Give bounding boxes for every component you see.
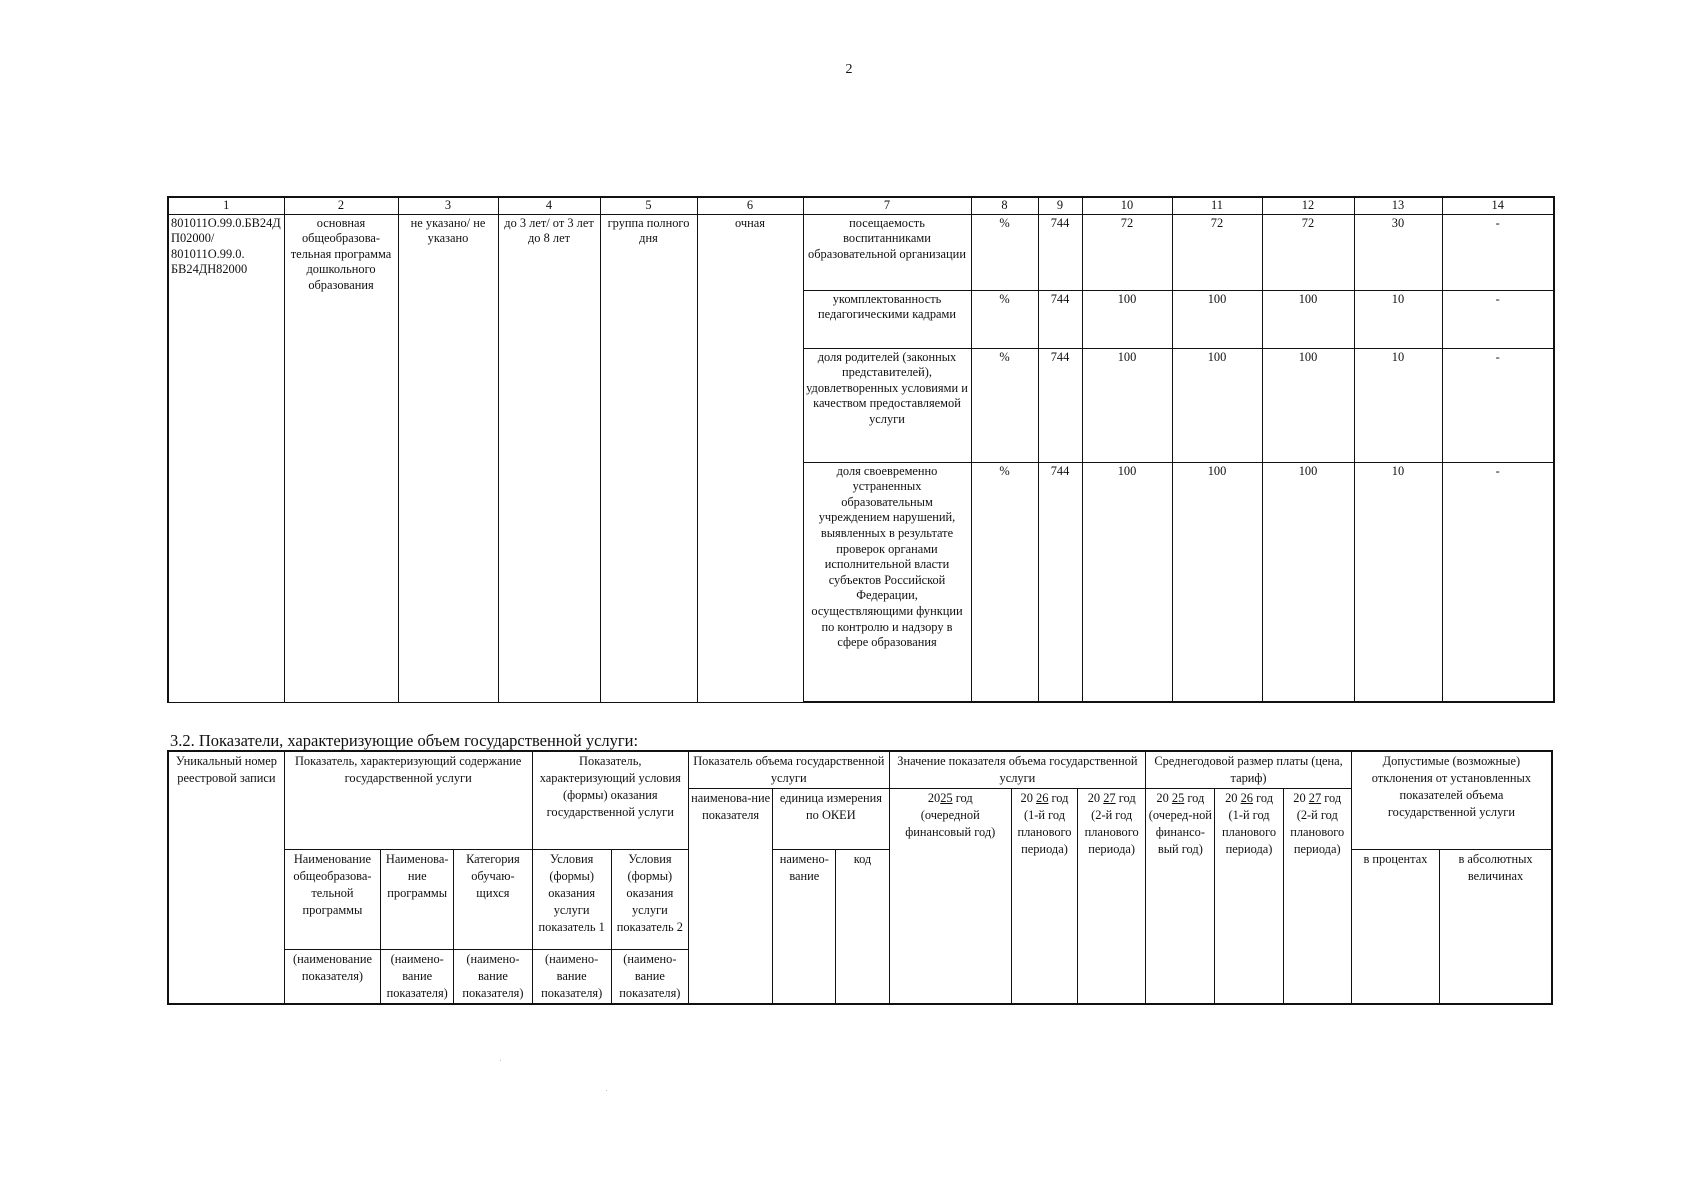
value-cell: 100 (1082, 348, 1172, 462)
year-prefix: 20 (1156, 791, 1169, 805)
year-prefix: 20 (1293, 791, 1306, 805)
header-fee-year-3 (1283, 789, 1351, 1005)
col-number: 14 (1442, 197, 1554, 214)
header-deviation: Допустимые (возможные) отклонения от установленных показателей объема государственной услуги (1351, 751, 1552, 850)
year-note: (2-й год планового периода) (1290, 808, 1345, 856)
deviation-absolute-cell: - (1442, 214, 1554, 290)
col-number: 6 (697, 197, 803, 214)
indicator-name-cell: укомплектованность педагогическими кадрами (803, 290, 971, 348)
year-prefix: 20 (1225, 791, 1238, 805)
header-content-indicator: Показатель, характеризующий содержание государственной услуги (284, 751, 532, 850)
header-condition-1: Условия (формы) оказания услуги показатель 1 (532, 850, 611, 950)
header-deviation-absolute: в абсолютных величинах (1440, 850, 1552, 1005)
header-program-name: Наименование общеобразова-тельной программы (284, 850, 380, 950)
header-condition-2: Условия (формы) оказания услуги показатель 2 (611, 850, 688, 950)
header-volume-value: Значение показателя объема государственной услуги (889, 751, 1146, 789)
registry-number-cell: 801011О.99.0.БВ24ДП02000/ 801011О.99.0. БВ24ДН82000 (168, 214, 284, 702)
year-value: 27 (1308, 791, 1322, 805)
year-note: (2-й год планового периода) (1084, 808, 1139, 856)
year-prefix: 20 (1020, 791, 1033, 805)
year-value: 26 (1036, 791, 1049, 805)
scan-speck (500, 1060, 501, 1061)
col-number: 4 (498, 197, 600, 214)
col-number: 5 (600, 197, 697, 214)
header-fee-year-2 (1215, 789, 1283, 1005)
value-cell: 72 (1262, 214, 1354, 290)
content-indicator-cell: не указано/ не указано (398, 214, 498, 702)
header-indicator-name: наименова-ние показателя (688, 789, 772, 1005)
form-cell: очная (697, 214, 803, 702)
header-okei-unit: единица измерения по ОКЕИ (773, 789, 889, 850)
deviation-absolute-cell: - (1442, 290, 1554, 348)
program-type-cell: основная общеобразова-тельная программа дошкольного образования (284, 214, 398, 702)
col-number: 8 (971, 197, 1038, 214)
col-number: 10 (1082, 197, 1172, 214)
header-unit-code: код (836, 850, 889, 1005)
value-cell: 72 (1082, 214, 1172, 290)
indicator-name-placeholder: (наимено-вание показателя) (454, 950, 532, 1005)
value-cell: 100 (1082, 290, 1172, 348)
header-program: Наименова-ние программы (381, 850, 454, 950)
value-cell: 100 (1262, 290, 1354, 348)
deviation-percent-cell: 10 (1354, 462, 1442, 702)
year-note: (очеред-ной финансо-вый год) (1148, 808, 1212, 856)
header-registry: Уникальный номер реестровой записи (168, 751, 284, 1004)
value-cell: 100 (1262, 348, 1354, 462)
deviation-absolute-cell: - (1442, 462, 1554, 702)
year-prefix: 20 (1087, 791, 1101, 805)
page-number: 2 (845, 62, 853, 77)
section-title: 3.2. Показатели, характеризующие объем государственной услуги: (170, 731, 639, 750)
indicator-name-cell: доля родителей (законных представителей), удовлетворенных условиями и качеством предоставляемой услуги (803, 348, 971, 462)
header-conditions-indicator: Показатель, характеризующий условия (формы) оказания государственной услуги (532, 751, 688, 850)
year-value: 25 (1171, 791, 1185, 805)
year-word: год (1051, 791, 1069, 805)
okei-cell: 744 (1038, 214, 1082, 290)
year-value: 27 (1103, 791, 1116, 805)
value-cell: 100 (1172, 290, 1262, 348)
group-type-cell: группа полного дня (600, 214, 697, 702)
value-cell: 100 (1172, 462, 1262, 702)
indicator-name-placeholder: (наимено-вание показателя) (611, 950, 688, 1005)
header-unit-name: наимено-вание (773, 850, 836, 1005)
deviation-percent-cell: 30 (1354, 214, 1442, 290)
col-number: 13 (1354, 197, 1442, 214)
col-number: 1 (168, 197, 284, 214)
unit-cell: % (971, 462, 1038, 702)
volume-indicators-table (167, 750, 1553, 1005)
deviation-percent-cell: 10 (1354, 290, 1442, 348)
header-deviation-percent: в процентах (1351, 850, 1439, 1005)
okei-cell: 744 (1038, 348, 1082, 462)
indicator-name-placeholder: (наимено-вание показателя) (381, 950, 454, 1005)
year-word: год (1324, 791, 1342, 805)
unit-cell: % (971, 290, 1038, 348)
col-number: 2 (284, 197, 398, 214)
indicator-name-cell: посещаемость воспитанниками образовательной организации (803, 214, 971, 290)
col-number: 7 (803, 197, 971, 214)
header-year-3 (1078, 789, 1146, 1005)
indicator-name-cell: доля своевременно устраненных образовательным учреждением нарушений, выявленных в результате проверок органами исполнительной власти субъектов Российской Федерации, осуществляющими функции по контролю и надзору в сфере образования (803, 462, 971, 702)
table-row (168, 214, 1554, 290)
value-cell: 100 (1172, 348, 1262, 462)
age-group-cell: до 3 лет/ от 3 лет до 8 лет (498, 214, 600, 702)
column-number-row (168, 197, 1554, 214)
header-fee: Среднегодовой размер платы (цена, тариф) (1146, 751, 1352, 789)
year-note: (очередной финансовый год) (905, 808, 996, 839)
value-cell: 100 (1262, 462, 1354, 702)
deviation-percent-cell: 10 (1354, 348, 1442, 462)
year-word: год (1118, 791, 1136, 805)
col-number: 12 (1262, 197, 1354, 214)
indicator-name-placeholder: (наимено-вание показателя) (532, 950, 611, 1005)
unit-cell: % (971, 214, 1038, 290)
col-number: 11 (1172, 197, 1262, 214)
scan-speck (606, 1090, 607, 1091)
year-value: 25 (940, 791, 953, 805)
year-word: год (1187, 791, 1205, 805)
year-prefix: 20 (927, 791, 941, 805)
header-category: Категория обучаю-щихся (454, 850, 532, 950)
header-volume-indicator: Показатель объема государственной услуги (688, 751, 889, 789)
header-fee-year-1 (1146, 789, 1215, 1005)
year-value: 26 (1240, 791, 1253, 805)
okei-cell: 744 (1038, 290, 1082, 348)
year-note: (1-й год планового периода) (1017, 808, 1072, 856)
value-cell: 100 (1082, 462, 1172, 702)
year-word: год (1256, 791, 1273, 805)
header-year-2 (1011, 789, 1077, 1005)
indicator-name-placeholder: (наименование показателя) (284, 950, 380, 1005)
year-note: (1-й год планового периода) (1222, 808, 1277, 856)
unit-cell: % (971, 348, 1038, 462)
year-word: год (955, 791, 973, 805)
col-number: 9 (1038, 197, 1082, 214)
okei-cell: 744 (1038, 462, 1082, 702)
value-cell: 72 (1172, 214, 1262, 290)
col-number: 3 (398, 197, 498, 214)
header-year-1 (889, 789, 1011, 1005)
quality-indicators-table (167, 196, 1555, 703)
deviation-absolute-cell: - (1442, 348, 1554, 462)
